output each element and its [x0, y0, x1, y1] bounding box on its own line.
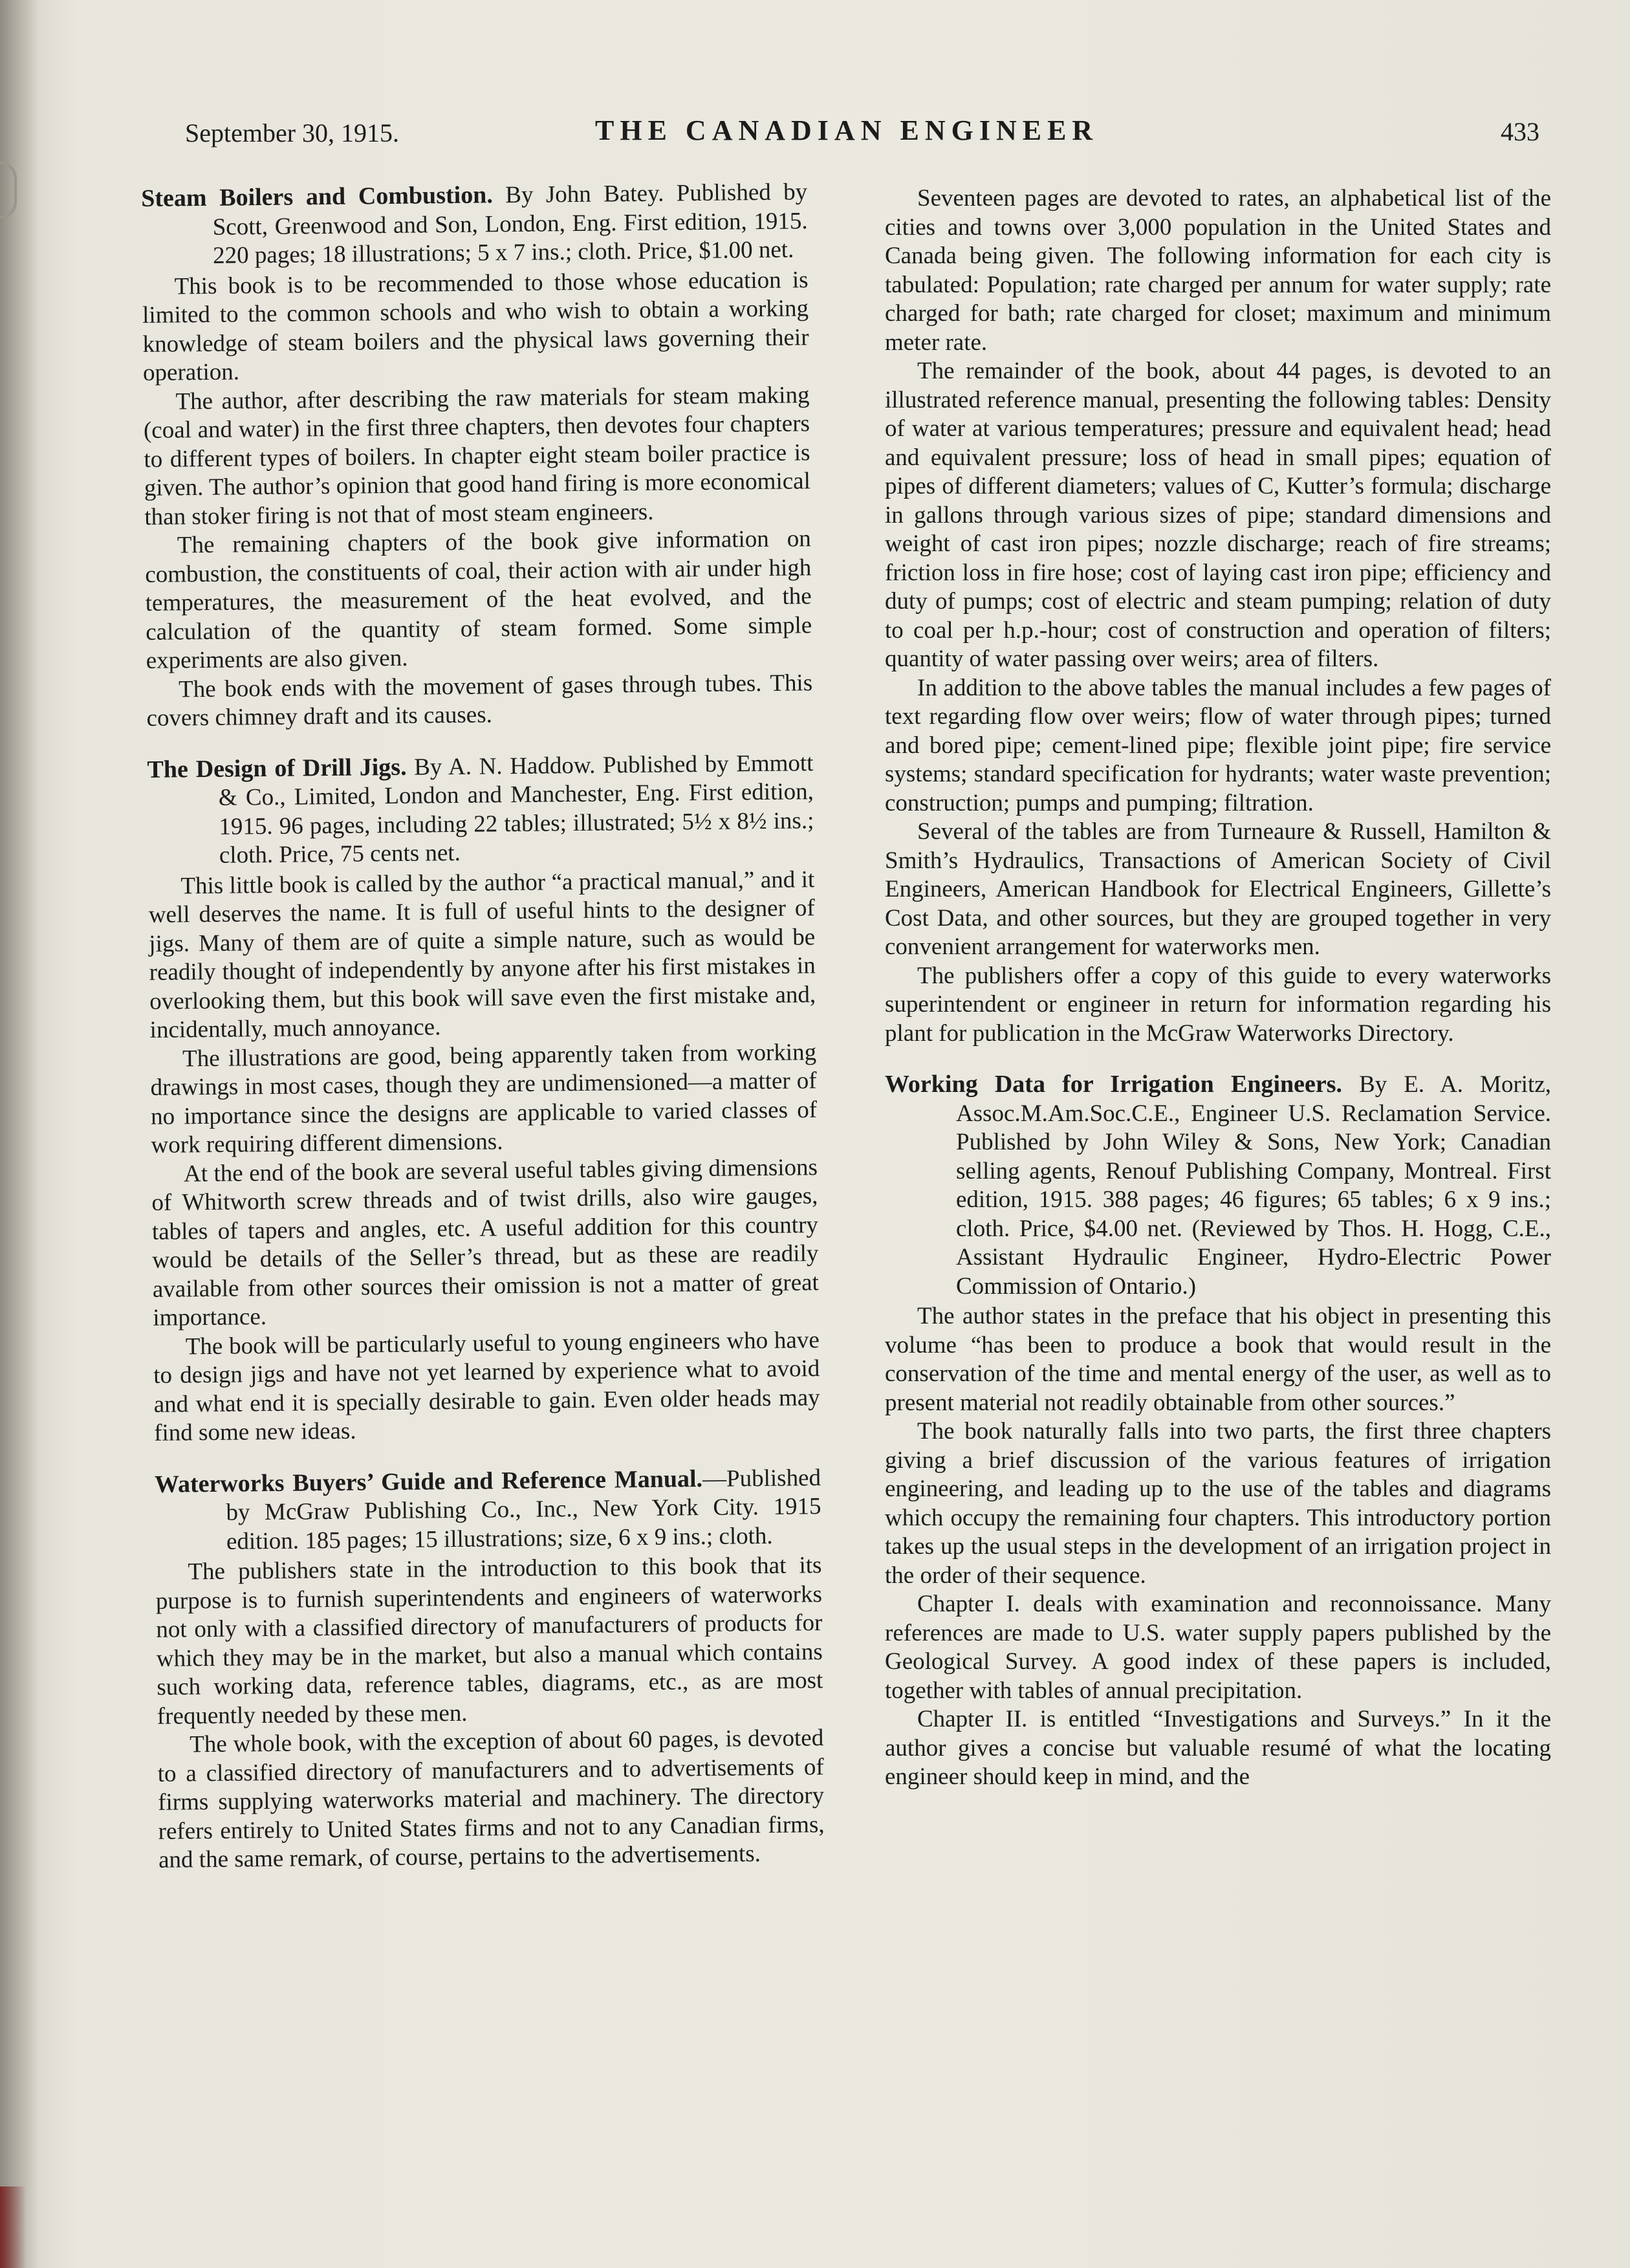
paragraph: The book will be particularly useful to young engineers who have to design jigs and have not yet learned by experience what to avoid and what end it is specially desirable to gain. Even older heads may find some new ideas.: [153, 1326, 820, 1446]
paragraph: In addition to the above tables the manual includes a few pages of text regarding flow over weirs; flow of water through pipes; turned and bored pipe; cement-lined pipe; flexible joint pipe; fire service systems; standard specification for hydrants; water waste prevention; construction; pumps and pumping; filtration.: [885, 674, 1551, 816]
review-heading: [885, 1070, 1551, 1301]
paragraph: The remaining chapters of the book give information on combustion, the constituents of coal, their action with air under high temperatures, the measurement of the heat evolved, and the calculation of the quantity of steam formed. Some simple experiments are also given.: [145, 525, 812, 674]
review-irrigation-data: [885, 1070, 1551, 1792]
review-heading: [147, 748, 814, 871]
paragraph: The book naturally falls into two parts, the first three chapters giving a brief discussion of the various features of irrigation engineering, and leading up to the use of the tables and diagrams which occupy the remaining four chapters. This introductory portion takes up the usual steps in the development of an irrigation project in the order of their sequence.: [885, 1418, 1551, 1589]
page-header: [181, 110, 1539, 155]
paragraph: Chapter II. is entitled “Investigations and Surveys.” In it the author gives a concise but valuable resumé of what the locating engineer should keep in mind, and the: [885, 1706, 1551, 1790]
book-spine-shadow: [0, 0, 39, 2268]
paragraph: The book ends with the movement of gases through tubes. This covers chimney draft and its causes.: [146, 669, 813, 732]
paragraph: Seventeen pages are devoted to rates, an alphabetical list of the cities and towns over 3,000 population in the United States and Canada being given. The following information for each city is tabulated: Population; rate charged per annum for water supply; rate charged for bath; rate charged for closet; maximum and minimum meter rate.: [885, 185, 1551, 356]
review-citation: —Published by McGraw Publishing Co., Inc., New York City. 1915 edition. 185 pages; 15 illustrations; size, 6 x 9 ins.; cloth.: [226, 1464, 821, 1555]
journal-title: THE CANADIAN ENGINEER: [595, 114, 1099, 146]
page-number: 433: [1501, 117, 1539, 146]
paragraph: This little book is called by the author “a practical manual,” and it well deserves the name. It is full of useful hints to the designer of jigs. Many of them are of quite a simple nature, such as would be readily thought of independently by anyone after his first mistakes in overlooking them, but this book will save even the first mistake and, incidentally, much annoyance.: [148, 866, 816, 1043]
paragraph: The publishers state in the introduction to this book that its purpose is to furnish superintendents and engineers of waterworks not only with a classified directory of manufacturers of products for which they may be in the market, but also a manual which contains such working data, reference tables, diagrams, etc., as are most frequently needed by these men.: [155, 1552, 823, 1730]
right-column: [885, 184, 1551, 1814]
paragraph: Chapter I. deals with examination and reconnoissance. Many references are made to U.S. water supply papers published by the Geological Survey. A good index of these papers is included, together with tables of annual precipitation.: [885, 1591, 1551, 1704]
review-heading: [141, 177, 808, 271]
waterworks-guide-continued: [885, 184, 1551, 1048]
paragraph: The author states in the preface that his object in presenting this volume “has been to produce a book that would result in the conservation of the time and mental energy of the user, as well as to present material not readily obtainable from other sources.”: [885, 1303, 1551, 1416]
review-waterworks-guide: [155, 1463, 825, 1875]
review-citation: By E. A. Moritz, Assoc.M.Am.Soc.C.E., Engineer U.S. Reclamation Service. Published by John Wiley & Sons, New York; Canadian selling agents, Renouf Publishing Company, Montreal. First edition, 1915. 388 pages; 46 figures; 65 tables; 6 x 9 ins.; cloth. Price, $4.00 net. (Reviewed by Thos. H. Hogg, C.E., Assistant Hydraulic Engineer, Hydro-Electric Power Commission of Ontario.): [956, 1071, 1551, 1300]
paragraph: The publishers offer a copy of this guide to every waterworks superintendent or engineer in return for information regarding his plant for publication in the McGraw Waterworks Directory.: [885, 962, 1551, 1047]
review-title: Waterworks Buyers’ Guide and Reference Manual.: [154, 1465, 703, 1498]
paragraph: The author, after describing the raw materials for steam making (coal and water) in the first three chapters, then devotes four chapters to different types of boilers. In chapter eight steam boiler practice is given. The author’s opinion that good hand firing is more economical than stoker firing is not that of most steam engineers.: [143, 381, 811, 530]
paragraph: The illustrations are good, being apparently taken from working drawings in most cases, though they are undimensioned—a matter of no importance since the designs are applicable to varied classes of work requiring different dimensions.: [150, 1038, 818, 1159]
review-heading: [155, 1463, 821, 1557]
review-title: The Design of Drill Jigs.: [147, 753, 407, 783]
binding-mark: [0, 162, 17, 219]
review-citation: By John Batey. Published by Scott, Greenwood and Son, London, Eng. First edition, 1915. 220 pages; 18 illustrations; 5 x 7 ins.; cloth. Price, $1.00 net.: [212, 179, 808, 269]
paragraph: Several of the tables are from Turneaure & Russell, Hamilton & Smith’s Hydraulics, Transactions of American Society of Civil Engineers, American Handbook for Electrical Engineers, Gillette’s Cost Data, and other sources, but they are grouped together in very convenient arrangement for waterworks men.: [885, 818, 1551, 960]
review-citation: By A. N. Haddow. Published by Emmott & Co., Limited, London and Manchester, Eng. First edition, 1915. 96 pages, including 22 tables; illustrated; 5½ x 8½ ins.; cloth. Price, 75 cents net.: [218, 749, 814, 869]
left-column: [141, 177, 825, 1897]
issue-date: September 30, 1915.: [185, 118, 400, 147]
review-title: Working Data for Irrigation Engineers.: [885, 1071, 1343, 1098]
review-steam-boilers: [141, 177, 813, 733]
review-drill-jigs: [147, 748, 820, 1448]
paragraph: The remainder of the book, about 44 pages, is devoted to an illustrated reference manual, presenting the following tables: Density of water at various temperatures; pressure and equivalent head; head and equivalent pressure; loss of head in small pipes; equation of pipes of different diameters; values of C, Kutter’s formula; discharge in gallons through various sizes of pipe; standard dimensions and weight of cast iron pipes; nozzle discharge; reach of fire streams; friction loss in fire hose; cost of laying cast iron pipe; efficiency and duty of pumps; cost of electric and steam pumping; relation of duty to coal per h.p.-hour; cost of construction and operation of filters; quantity of water passing over weirs; area of filters.: [885, 358, 1551, 672]
paragraph: The whole book, with the exception of about 60 pages, is devoted to a classified directory of manufacturers and to advertisements of firms supplying waterworks material and machinery. The directory refers entirely to United States firms and not to any Canadian firms, and the same remark, of course, pertains to the advertisements.: [157, 1725, 825, 1873]
paragraph: This book is to be recommended to those whose education is limited to the common schools and who wish to obtain a working knowledge of steam boilers and the physical laws governing their operation.: [142, 266, 809, 386]
edge-stain: [0, 2186, 26, 2268]
review-title: Steam Boilers and Combustion.: [141, 181, 494, 212]
paragraph: At the end of the book are several useful tables giving dimensions of Whitworth screw threads and of twist drills, also wire gauges, tables of tapers and angles, etc. A useful addition for this country would be details of the Seller’s thread, but as these are readily available from other sources their omission is not a matter of great importance.: [151, 1153, 820, 1331]
